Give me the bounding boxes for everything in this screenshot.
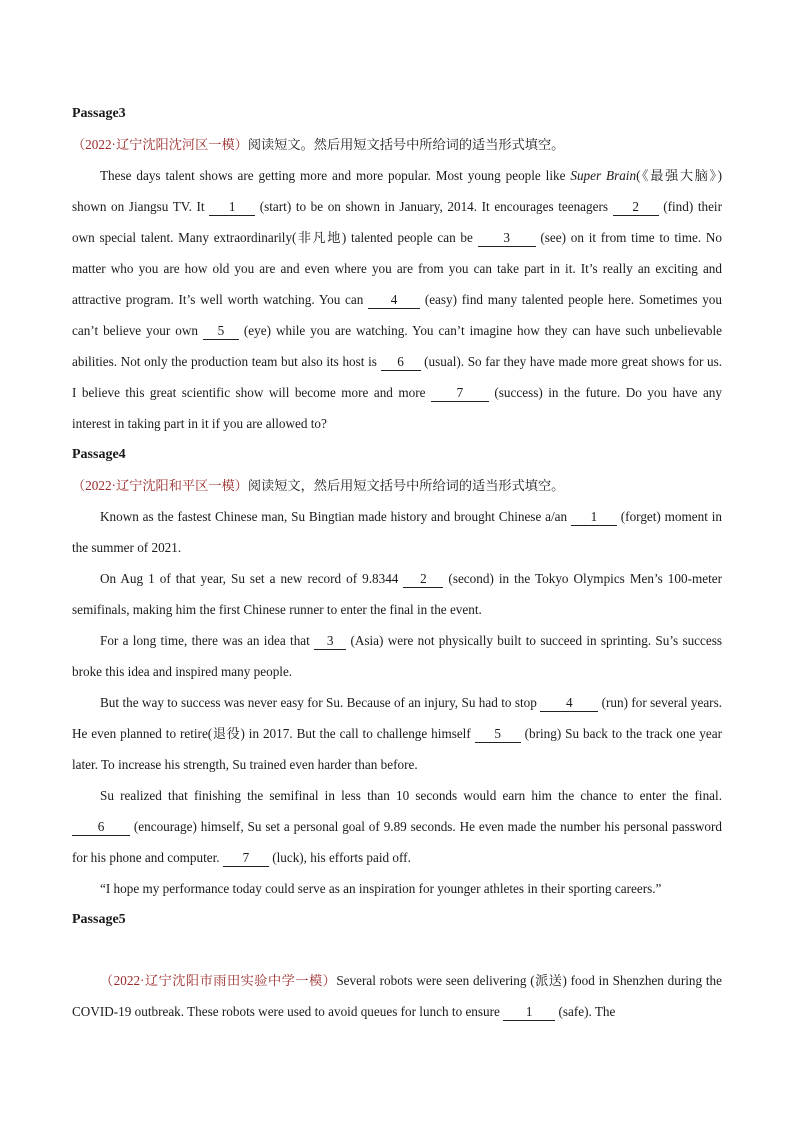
- passage-4-paragraph-1: Known as the fastest Chinese man, Su Bingtian made history and brought Chinese a/an 1 (forget) moment in the summer of 2021.: [72, 509, 722, 555]
- passage-5-body: （2022·辽宁沈阳市雨田实验中学一模）Several robots were seen delivering (派送) food in Shenzhen during the COVID-19 outbreak. These robots were used to avoid queues for lunch to ensure 1 (safe). The: [72, 973, 722, 1019]
- passage-5-source: （2022·辽宁沈阳市雨田实验中学一模）: [100, 973, 337, 988]
- passage-4-paragraph-6: “I hope my performance today could serve as an inspiration for younger athletes in their sporting careers.”: [100, 881, 662, 896]
- document-page: [72, 98, 722, 1027]
- passage-3-body: These days talent shows are getting more and more popular. Most young people like Super Brain(《最强大脑》) shown on Jiangsu TV. It 1 (start) to be on shown in January, 2014. It encourages teenagers 2 (find) their own special talent. Many extraordinarily(非凡地) talented people can be 3 (see) on it from time to time. No matter who you are how old you are and even where you are from you can take part in it. It’s really an exciting and attractive program. It’s well worth watching. You can 4 (easy) find many talented people here. Sometimes you can’t believe your own 5 (eye) while you are watching. You can’t imagine how they can have such unbelievable abilities. Not only the production team but also its host is 6 (usual). So far they have made more great shows for us. I believe this great scientific show will become more and more 7 (success) in the future. Do you have any interest in taking part in it if you are allowed to?: [72, 168, 723, 431]
- blank-3-3[interactable]: 3: [478, 230, 536, 247]
- blank-3-6[interactable]: 6: [381, 354, 421, 371]
- blank-4-7[interactable]: 7: [223, 850, 269, 867]
- passage-4-paragraph-4: But the way to success was never easy for Su. Because of an injury, Su had to stop 4 (run) for several years. He even planned to retire(退役) in 2017. But the call to challenge himself 5 (bring) Su back to the track one year later. To increase his strength, Su trained even harder than before.: [72, 695, 722, 772]
- blank-4-1[interactable]: 1: [571, 509, 617, 526]
- show-name: Super Brain: [570, 168, 637, 183]
- passage-4-source: （2022·辽宁沈阳和平区一模）: [72, 478, 248, 493]
- blank-4-3[interactable]: 3: [314, 633, 346, 650]
- spacer: [72, 935, 722, 965]
- passage-4-paragraph-3: For a long time, there was an idea that 3 (Asia) were not physically built to succeed in sprinting. Su’s success broke this idea and inspired many people.: [72, 633, 722, 679]
- blank-3-7[interactable]: 7: [431, 385, 489, 402]
- passage-4-title: Passage4: [72, 447, 126, 462]
- passage-4-source-line: [72, 470, 722, 501]
- passage-3-instruction: 阅读短文。然后用短文括号中所给词的适当形式填空。: [247, 137, 565, 152]
- blank-4-2[interactable]: 2: [403, 571, 443, 588]
- passage-4-instruction: 阅读短文，然后用短文括号中所给词的适当形式填空。: [247, 478, 565, 493]
- passage-3-title: Passage3: [72, 106, 126, 121]
- blank-3-5[interactable]: 5: [203, 323, 239, 340]
- passage-4-paragraph-5: Su realized that finishing the semifinal in less than 10 seconds would earn him the chance to enter the final. 6 (encourage) himself, Su set a personal goal of 9.89 seconds. He even made the number his personal password for his phone and computer. 7 (luck), his efforts paid off.: [72, 788, 722, 865]
- passage-3-source: （2022·辽宁沈阳沈河区一模）: [72, 137, 248, 152]
- blank-3-4[interactable]: 4: [368, 292, 420, 309]
- passage-5-title: Passage5: [72, 912, 126, 927]
- passage-4-paragraph-2: On Aug 1 of that year, Su set a new record of 9.8344 2 (second) in the Tokyo Olympics Men’s 100-meter semifinals, making him the first Chinese runner to enter the final in the event.: [72, 571, 722, 617]
- blank-3-1[interactable]: 1: [209, 199, 255, 216]
- blank-3-2[interactable]: 2: [613, 199, 659, 216]
- blank-4-6[interactable]: 6: [72, 819, 130, 836]
- blank-4-5[interactable]: 5: [475, 726, 521, 743]
- blank-5-1[interactable]: 1: [503, 1004, 555, 1021]
- passage-3-source-line: [72, 129, 722, 160]
- blank-4-4[interactable]: 4: [540, 695, 598, 712]
